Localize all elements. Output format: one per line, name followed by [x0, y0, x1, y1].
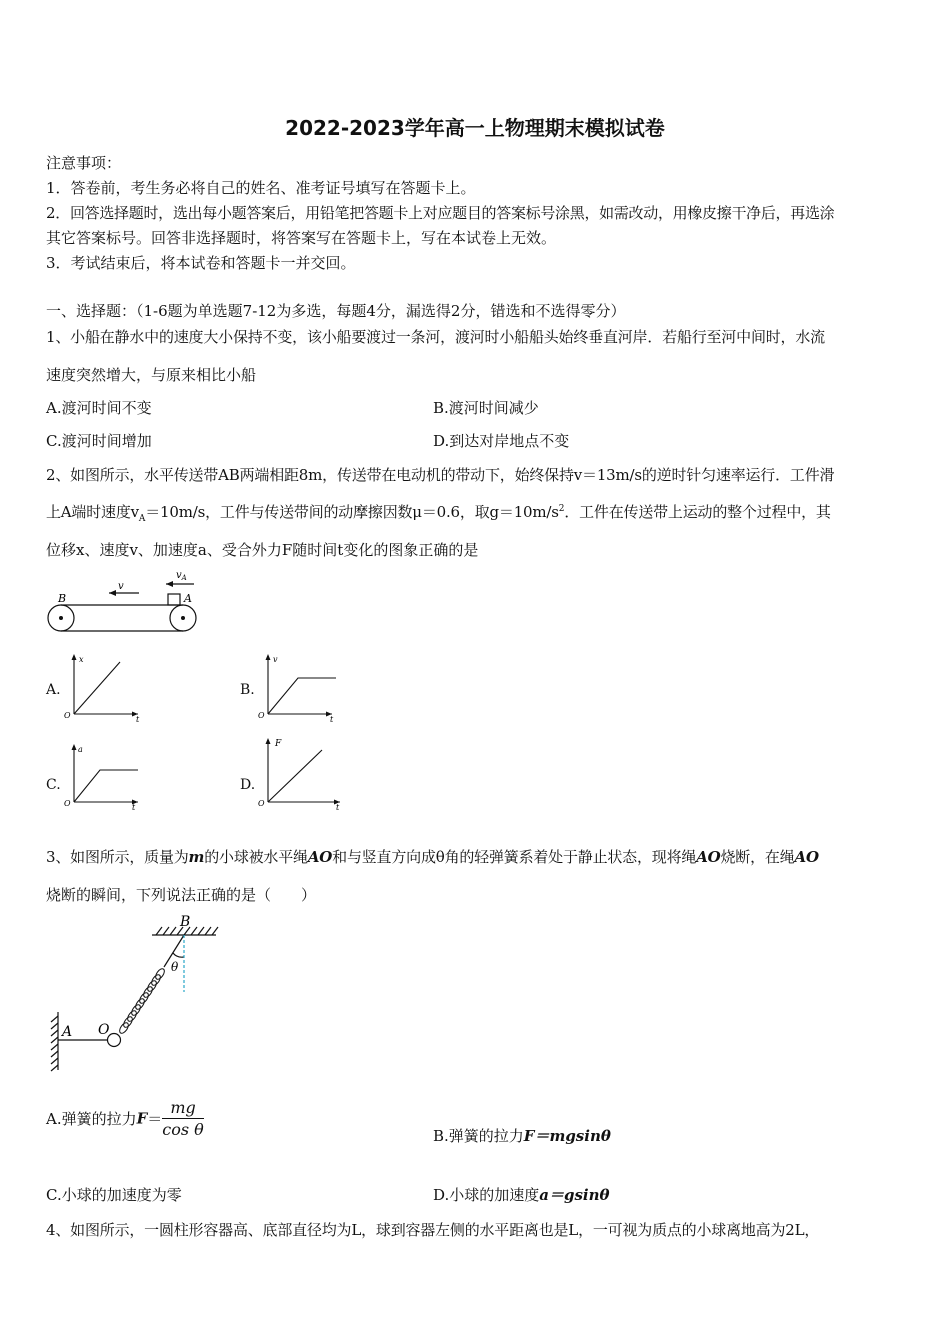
graph-option-b: B. — [240, 682, 255, 698]
graph-option-a: A. — [46, 682, 61, 698]
label-b: B — [180, 914, 191, 930]
svg-text:t: t — [136, 715, 140, 724]
graph-c — [62, 742, 144, 816]
graph-d — [256, 734, 346, 814]
section-heading: 一、选择题：（1-6题为单选题7-12为多选，每题4分，漏选得2分，错选和不选得零分） — [46, 302, 626, 320]
q3-line-1: 3、如图所示，质量为m的小球被水平绳AO和与竖直方向成θ角的轻弹簧系着处于静止状态，现将绳AO烧断，在绳AO — [46, 848, 819, 866]
label-a: A — [62, 1024, 73, 1040]
q3-option-d: D.小球的加速度a＝gsinθ — [433, 1186, 610, 1204]
svg-text:O: O — [258, 799, 265, 808]
q1-option-c: C.渡河时间增加 — [46, 432, 152, 450]
svg-text:t: t — [330, 715, 334, 724]
q1-option-d: D.到达对岸地点不变 — [433, 432, 570, 450]
graph-a — [62, 650, 144, 724]
svg-text:O: O — [64, 799, 71, 808]
label-theta: θ — [171, 960, 179, 974]
svg-text:O: O — [258, 711, 265, 720]
belt-label-b: B — [58, 592, 67, 605]
q2-line-1: 2、如图所示，水平传送带AB两端相距8m，传送带在电动机的带动下，始终保持v＝13m/s的逆时针匀速率运行．工件滑 — [46, 466, 835, 484]
page-title: 2022-2023学年高一上物理期末模拟试卷 — [285, 116, 665, 140]
svg-text:t: t — [336, 803, 340, 812]
q3-option-c: C.小球的加速度为零 — [46, 1186, 182, 1204]
svg-text:t: t — [132, 803, 136, 812]
block-speed-label: $v_A$ — [176, 570, 187, 582]
graph-b — [256, 650, 342, 724]
q2-line-3: 位移x、速度v、加速度a、受合外力F随时间t变化的图象正确的是 — [46, 541, 479, 559]
conveyor-belt-figure — [44, 568, 204, 638]
notice-item-2: 2．回答选择题时，选出每小题答案后，用铅笔把答题卡上对应题目的答案标号涂黑，如需改动，用橡皮擦干净后，再选涂 — [46, 204, 835, 222]
notice-item-1: 1．答卷前，考生务必将自己的姓名、准考证号填写在答题卡上。 — [46, 179, 476, 197]
q3-option-a: A.弹簧的拉力F＝ $\frac{mg}{\text{cos θ}}$ — [46, 1098, 204, 1139]
graph-option-c: C. — [46, 777, 61, 793]
q1-option-b: B.渡河时间减少 — [433, 399, 539, 417]
svg-text:F: F — [275, 739, 282, 749]
svg-text:v: v — [273, 655, 278, 664]
notice-item-3: 3．考试结束后，将本试卷和答题卡一并交回。 — [46, 254, 356, 272]
svg-text:a: a — [78, 745, 83, 754]
label-o: O — [98, 1022, 110, 1038]
belt-label-a: A — [184, 592, 192, 605]
q4-line-1: 4、如图所示，一圆柱形容器高、底部直径均为L，球到容器左侧的水平距离也是L，一可视为质点的小球离地高为2L， — [46, 1221, 820, 1239]
spring-ball-figure — [44, 912, 234, 1077]
graph-option-d: D. — [240, 777, 256, 793]
q3-option-b: B.弹簧的拉力F＝mgsinθ — [433, 1127, 611, 1145]
q2-line-2: 上A端时速度$v_A=10m/s$，工件与传送带间的动摩擦因数μ＝0.6，取$g=10m/s^2$．工件在传送带上运动的整个过程中，其 — [46, 503, 831, 524]
q1-option-a: A.渡河时间不变 — [46, 399, 152, 417]
q1-line-1: 1、小船在静水中的速度大小保持不变，该小船要渡过一条河，渡河时小船船头始终垂直河岸．若船行至河中间时，水流 — [46, 328, 825, 346]
q3-line-2: 烧断的瞬间，下列说法正确的是（ ） — [46, 886, 317, 904]
svg-text:O: O — [64, 711, 71, 720]
svg-text:x: x — [79, 655, 84, 664]
notice-heading: 注意事项： — [46, 154, 122, 172]
q1-line-2: 速度突然增大，与原来相比小船 — [46, 366, 257, 384]
belt-speed-label: v — [118, 581, 124, 592]
notice-item-2-cont: 其它答案标号。回答非选择题时，将答案写在答题卡上，写在本试卷上无效。 — [46, 229, 557, 247]
